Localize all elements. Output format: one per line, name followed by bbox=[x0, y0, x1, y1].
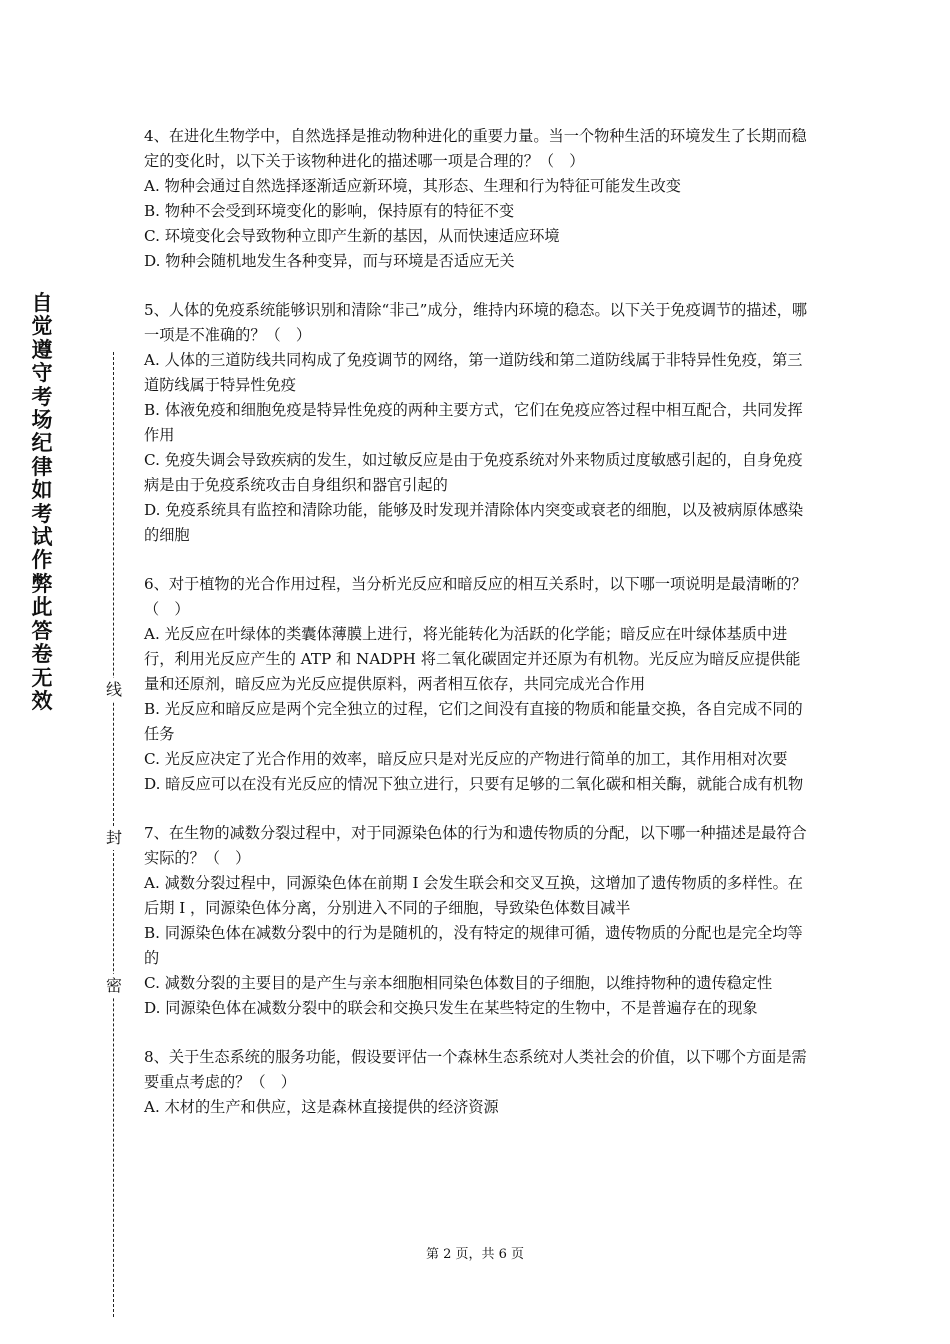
question-stem: 4、在进化生物学中，自然选择是推动物种进化的重要力量。当一个物种生活的环境发生了长期而稳定的变化时，以下关于该物种进化的描述哪一项是合理的？（ ） bbox=[144, 127, 807, 170]
question-list bbox=[144, 124, 808, 1144]
option-d: D. 同源染色体在减数分裂中的联会和交换只发生在某些特定的生物中，不是普遍存在的现象 bbox=[144, 999, 758, 1017]
question-stem: 8、关于生态系统的服务功能，假设要评估一个森林生态系统对人类社会的价值，以下哪个方面是需要重点考虑的？（ ） bbox=[144, 1048, 807, 1091]
seal-char-line: 线 bbox=[104, 678, 124, 702]
seal-char-seal: 封 bbox=[104, 826, 124, 850]
option-d: D. 物种会随机地发生各种变异，而与环境是否适应无关 bbox=[144, 252, 515, 270]
question-stem: 6、对于植物的光合作用过程，当分析光反应和暗反应的相互关系时，以下哪一项说明是最清晰的？（ ） bbox=[144, 575, 807, 618]
question-6 bbox=[144, 572, 808, 797]
option-c: C. 光反应决定了光合作用的效率，暗反应只是对光反应的产物进行简单的加工，其作用相对次要 bbox=[144, 750, 788, 768]
option-b: B. 物种不会受到环境变化的影响，保持原有的特征不变 bbox=[144, 202, 515, 220]
question-8 bbox=[144, 1045, 808, 1120]
option-a: A. 光反应在叶绿体的类囊体薄膜上进行，将光能转化为活跃的化学能；暗反应在叶绿体基质中进行，利用光反应产生的 ATP 和 NADPH 将二氧化碳固定并还原为有机物。光反应为暗反应提供能量和还原剂，暗反应为光反应提供原料，两者相互依存，共同完成光合作用 bbox=[144, 625, 801, 693]
question-5 bbox=[144, 298, 808, 548]
question-4 bbox=[144, 124, 808, 274]
page-number-footer: 第 2 页，共 6 页 bbox=[425, 1247, 525, 1262]
exam-discipline-warning: 自觉遵守考场纪律如考试作弊此答卷无效 bbox=[31, 291, 53, 713]
seal-char-secret: 密 bbox=[104, 974, 124, 998]
question-stem: 7、在生物的减数分裂过程中，对于同源染色体的行为和遗传物质的分配，以下哪一种描述是最符合实际的？（ ） bbox=[144, 824, 807, 867]
option-a: A. 木材的生产和供应，这是森林直接提供的经济资源 bbox=[144, 1098, 499, 1116]
option-a: A. 人体的三道防线共同构成了免疫调节的网络，第一道防线和第二道防线属于非特异性免疫，第三道防线属于特异性免疫 bbox=[144, 351, 803, 394]
option-d: D. 暗反应可以在没有光反应的情况下独立进行，只要有足够的二氧化碳和相关酶，就能合成有机物 bbox=[144, 775, 804, 793]
option-c: C. 环境变化会导致物种立即产生新的基因，从而快速适应环境 bbox=[144, 227, 560, 245]
binding-margin bbox=[0, 0, 140, 1344]
question-7 bbox=[144, 821, 808, 1021]
option-a: A. 物种会通过自然选择逐渐适应新环境，其形态、生理和行为特征可能发生改变 bbox=[144, 177, 681, 195]
option-a: A. 减数分裂过程中，同源染色体在前期 I 会发生联会和交叉互换，这增加了遗传物质的多样性。在后期 I ，同源染色体分离，分别进入不同的子细胞，导致染色体数目减半 bbox=[144, 874, 803, 917]
option-b: B. 光反应和暗反应是两个完全独立的过程，它们之间没有直接的物质和能量交换，各自完成不同的任务 bbox=[144, 700, 803, 743]
option-b: B. 体液免疫和细胞免疫是特异性免疫的两种主要方式，它们在免疫应答过程中相互配合，共同发挥作用 bbox=[144, 401, 803, 444]
option-d: D. 免疫系统具有监控和清除功能，能够及时发现并清除体内突变或衰老的细胞，以及被病原体感染的细胞 bbox=[144, 501, 804, 544]
option-c: C. 减数分裂的主要目的是产生与亲本细胞相同染色体数目的子细胞，以维持物种的遗传稳定性 bbox=[144, 974, 773, 992]
option-b: B. 同源染色体在减数分裂中的行为是随机的，没有特定的规律可循，遗传物质的分配也是完全均等的 bbox=[144, 924, 803, 967]
question-stem: 5、人体的免疫系统能够识别和清除“非己”成分，维持内环境的稳态。以下关于免疫调节的描述，哪一项是不准确的？（ ） bbox=[144, 301, 808, 344]
option-c: C. 免疫失调会导致疾病的发生，如过敏反应是由于免疫系统对外来物质过度敏感引起的，自身免疫病是由于免疫系统攻击自身组织和器官引起的 bbox=[144, 451, 803, 494]
